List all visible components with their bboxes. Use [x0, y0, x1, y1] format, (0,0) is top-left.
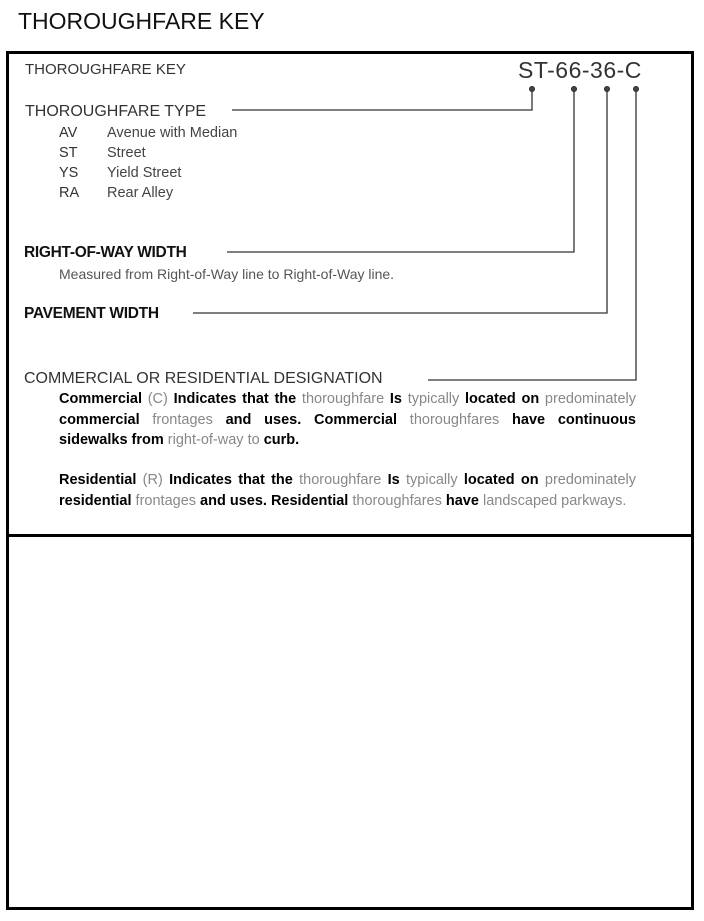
- thoroughfare-type-title: THOROUGHFARE TYPE: [25, 103, 207, 120]
- emphasis-text: curb.: [263, 432, 300, 448]
- plain-text: typically: [401, 391, 465, 407]
- leader-dot-row: [571, 86, 576, 91]
- emphasis-text: Indicates that the: [169, 472, 293, 488]
- leader-dot-pavement: [604, 86, 609, 91]
- plain-text: thoroughfares: [397, 411, 513, 428]
- leader-row: [227, 90, 574, 252]
- emphasis-text: located on: [463, 472, 539, 488]
- plain-text: predominately: [538, 472, 636, 488]
- type-code: YS: [59, 165, 79, 181]
- plain-text: thoroughfare: [292, 472, 388, 488]
- emphasis-text: and uses. Residential: [200, 492, 349, 509]
- emphasis-text: located on: [465, 391, 540, 407]
- type-name: Avenue with Median: [107, 125, 238, 141]
- plain-text: right-of-way to: [163, 432, 264, 448]
- leader-designation: [428, 90, 636, 380]
- plain-text: (R): [136, 472, 170, 488]
- plain-text: predominately: [539, 391, 636, 407]
- residential-paragraph: [59, 470, 636, 511]
- emphasis-text: have continuous sidewalks from: [59, 411, 636, 448]
- plain-text: thoroughfare: [296, 391, 390, 407]
- leader-dot-type: [529, 86, 534, 91]
- emphasis-text: commercial: [59, 411, 140, 428]
- emphasis-text: Is: [387, 472, 400, 488]
- plain-text: frontages: [131, 492, 201, 509]
- right-of-way-description: Measured from Right-of-Way line to Right-of-Way line.: [59, 266, 395, 282]
- type-code: ST: [59, 145, 78, 161]
- emphasis-text: Indicates that the: [173, 391, 297, 407]
- type-name: Yield Street: [107, 165, 182, 181]
- commercial-paragraph: [59, 389, 636, 451]
- emphasis-text: Commercial: [59, 391, 143, 407]
- leader-dot-designation: [633, 86, 638, 91]
- emphasis-text: Residential: [59, 472, 137, 488]
- designation-title: COMMERCIAL OR RESIDENTIAL DESIGNATION: [24, 370, 383, 387]
- plain-text: (C): [142, 391, 174, 407]
- plain-text: landscaped parkways.: [478, 492, 627, 509]
- key-heading: THOROUGHFARE KEY: [25, 61, 186, 78]
- type-name: Street: [107, 145, 146, 161]
- right-of-way-title: RIGHT-OF-WAY WIDTH: [24, 244, 187, 261]
- pavement-width-title: PAVEMENT WIDTH: [24, 305, 159, 322]
- emphasis-text: residential: [59, 492, 132, 509]
- page-title: THOROUGHFARE KEY: [18, 8, 265, 34]
- type-name: Rear Alley: [107, 185, 174, 201]
- emphasis-text: Is: [389, 391, 402, 407]
- example-code: ST-66-36-C: [518, 57, 642, 83]
- plain-text: thoroughfares: [348, 492, 446, 509]
- leader-type: [232, 90, 532, 110]
- plain-text: frontages: [139, 411, 226, 428]
- emphasis-text: have: [445, 492, 479, 509]
- emphasis-text: and uses. Commercial: [225, 411, 398, 428]
- plain-text: typically: [399, 472, 464, 488]
- type-code: RA: [59, 185, 80, 201]
- type-code: AV: [59, 125, 78, 141]
